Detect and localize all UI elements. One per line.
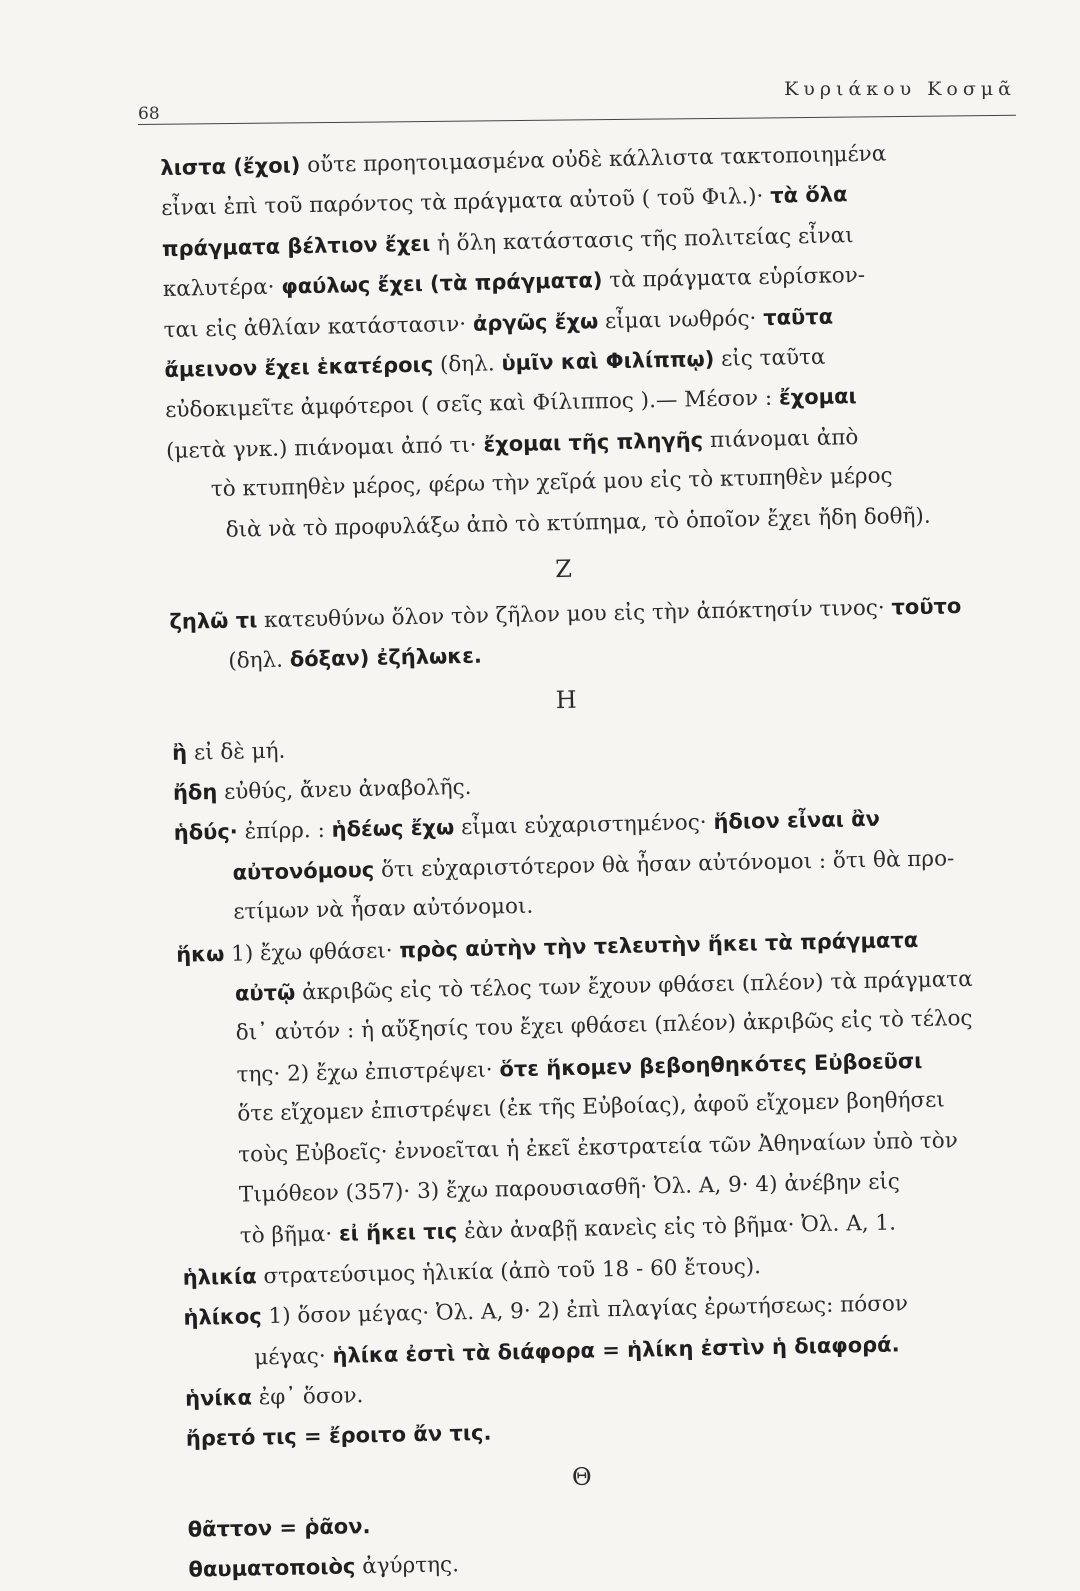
gloss-text: εἶναι ἐπὶ τοῦ παρόντος τὰ πράγματα αὐτοῦ ( τοῦ Φιλ.)· [160,184,771,222]
gloss-text: οὔτε προητοιμασμένα οὐδὲ κάλλιστα τακτοποιημένα [300,141,887,179]
headword: ἡδέως ἔχω [331,815,455,843]
gloss-text: ἀκριβῶς εἰς τὸ τέλος των ἔχουν φθάσει (πλέον) τὰ πράγματα [295,966,973,1006]
gloss-text: της· 2) ἔχω ἐπιστρέψει· [236,1057,500,1088]
headword: ὑμῖν καὶ Φιλίππῳ) [501,346,715,376]
gloss-text: ἐφ᾽ ὅσον. [251,1383,364,1411]
gloss-text: εὐθύς, ἄνευ ἀναβολῆς. [217,774,472,806]
headword: τοῦτο [891,593,962,620]
headword: αὐτῷ [234,980,296,1006]
gloss-text: πιάνομαι ἀπὸ [702,424,859,453]
gloss-text: τοὺς Εὐβοεῖς· ἐννοεῖται ἡ ἐκεῖ ἐκστρατεία τῶν Ἀθηναίων ὑπὸ τὸν [237,1127,959,1168]
gloss-text: ὅτι εὐχαριστότερον θὰ ἦσαν αὐτόνομοι : ὅτι θὰ προ- [373,846,955,883]
headword: εἰ ἥκει τις [338,1219,458,1246]
gloss-text: κατευθύνω ὅλον τὸν ζῆλον μου εἰς τὴν ἀπόκτησίν τινος· [257,595,892,634]
header-rule [138,115,1016,125]
running-head: Κυριάκου Κοσμᾶ [784,78,1016,100]
gloss-text: διὰ νὰ τὸ προφυλάξω ἀπὸ τὸ κτύπημα, τὸ ὁποῖον ἔχει ἤδη δοθῆ). [225,503,931,543]
gloss-text: στρατεύσιμος ἡλικία (ἀπὸ τοῦ 18 - 60 ἔτους). [256,1253,762,1290]
headword: θαυματοποιὸς [188,1554,356,1582]
headword: δόξαν) ἐζήλωκε. [289,643,483,672]
gloss-text: ετίμων νὰ ἦσαν αὐτόνομοι. [233,893,534,925]
gloss-text: μέγας· [254,1343,333,1370]
headword: θᾶττον = ῥᾶον. [187,1513,371,1542]
headword: ἥδιον εἶναι ἂν [713,807,881,835]
gloss-text: εἰ δὲ μή. [186,738,286,766]
section-letter-zeta: Ζ [554,554,573,584]
page-number: 68 [138,104,160,124]
gloss-text: Τιμόθεον (357)· 3) ἔχω παρουσιασθῆ· Ὀλ. Α, 9· 4) ἀνέβην εἰς [238,1169,901,1208]
headword: ἥκω [175,941,225,967]
headword: ὅτε ἥκομεν βεβοηθηκότες Εὐβοεῦσι [499,1048,923,1082]
headword: αὐτονόμους [232,857,375,885]
gloss-text: τὸ κτυπηθὲν μέρος, φέρω τὴν χεῖρά μου εἰς τὸ κτυπηθὲν μέρος [210,463,893,503]
headword: πρὸς αὐτὴν τὴν τελευτὴν ἥκει τὰ πράγματα [399,927,919,962]
gloss-text: ἀγύρτης. [355,1552,460,1580]
headword: τὰ ὅλα [769,182,848,209]
entries-block [160,131,1039,1590]
gloss-text: ὅτε εἴχομεν ἐπιστρέψει (ἐκ τῆς Εὐβοίας), ἀφοῦ εἴχομεν βοηθήσει [237,1087,945,1127]
headword: ἔχομαι [778,384,857,410]
gloss-text: τὰ πράγματα εὑρίσκον- [602,263,866,294]
headword: πράγματα βέλτιον ἔχει [161,231,431,261]
headword: ἄμεινον ἔχει ἑκατέροις [164,352,434,382]
headword: ἤρετό τις = ἔροιτο ἄν τις. [185,1420,492,1452]
gloss-text: εἶμαι νωθρός· [597,305,764,334]
section-letter-eta: Η [555,685,577,714]
headword: λιστα (ἔχοι) [160,153,301,180]
headword: ἡνίκα [184,1385,253,1411]
gloss-text: τὸ βῆμα· [239,1222,340,1249]
headword: ἡδύς· [173,820,238,846]
gloss-text: ἐὰν ἀναβῇ κανεὶς εἰς τὸ βῆμα· Ὀλ. Α, 1. [457,1210,897,1245]
gloss-text: εὐδοκιμεῖτε ἀμφότεροι ( σεῖς καὶ Φίλιππος ).— Μέσον : [165,385,780,424]
headword: ἀργῶς ἔχω [472,308,599,336]
gloss-text: εἶμαι εὐχαριστημένος· [453,810,714,841]
gloss-text: δι᾽ αὐτόν : ἡ αὔξησίς του ἔχει φθάσει (πλέον) ἀκριβῶς εἰς τὸ τέλος [235,1006,973,1047]
headword: ἡλίκος [183,1304,262,1330]
page-header [138,66,1016,126]
headword: ἔχομαι τῆς πληγῆς [483,427,704,457]
headword: ζηλῶ τι [169,608,258,634]
gloss-text: 1) ὅσον μέγας· Ὀλ. Α, 9· 2) ἐπὶ πλαγίας ἐρωτήσεως: πόσον [261,1291,909,1330]
headword: φαύλως ἔχει (τὰ πράγματα) [281,268,603,299]
gloss-text: ται εἰς ἀθλίαν κατάστασιν· [163,311,474,343]
gloss-text: 1) ἔχω φθάσει· [224,938,400,967]
gloss-text: (μετὰ γνκ.) πιάνομαι ἀπό τι· [165,432,484,464]
gloss-text: ἡ ὅλη κατάστασις τῆς πολιτείας εἶναι [429,222,854,257]
headword: ἡλίκα ἐστὶ τὰ διάφορα = ἡλίκη ἐστὶν ἡ διαφορά. [332,1331,900,1368]
gloss-text: ἐπίρρ. : [237,818,332,846]
gloss-text: (δηλ. [432,351,502,378]
gloss-text: καλυτέρα· [162,274,282,303]
gloss-text: εἰς ταῦτα [714,344,826,372]
gloss-text: (δηλ. [228,647,291,675]
section-letter-theta: Θ [571,1462,592,1491]
headword: ταῦτα [762,304,834,330]
headword: ἤδη [172,780,218,805]
headword: ἢ [171,740,188,765]
headword: ἡλικία [182,1264,257,1290]
